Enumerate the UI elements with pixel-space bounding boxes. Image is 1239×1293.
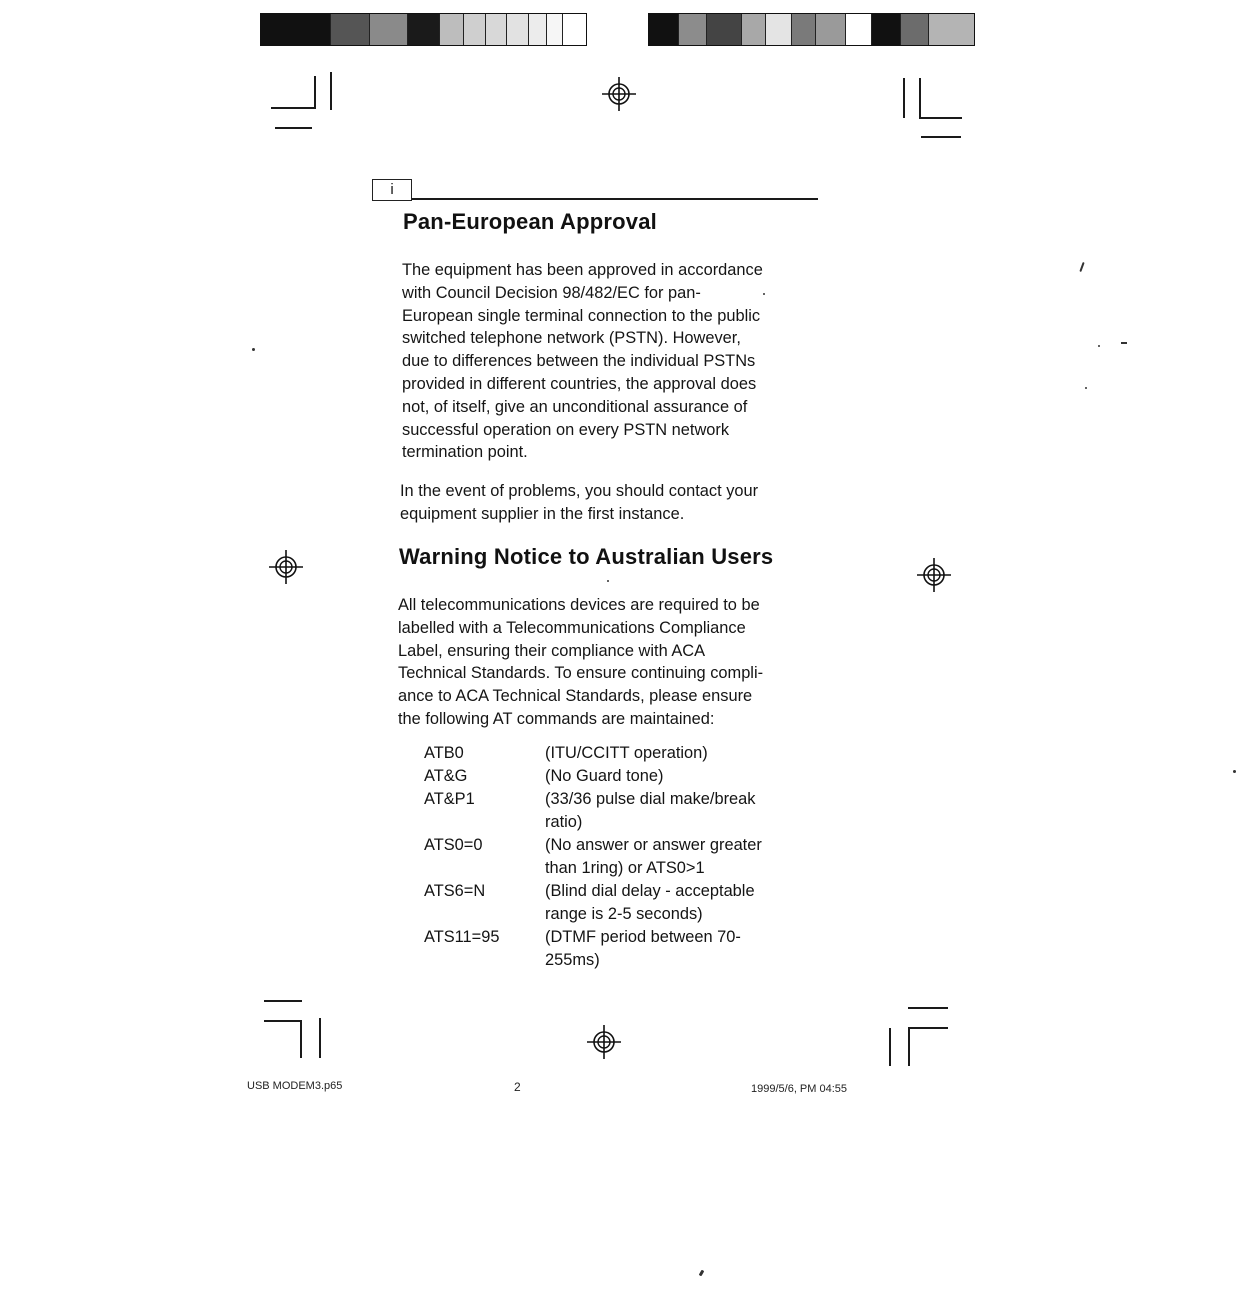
at-command-description: (ITU/CCITT operation) bbox=[545, 744, 708, 762]
footer-filename: USB MODEM3.p65 bbox=[247, 1080, 343, 1092]
scan-speck bbox=[699, 1270, 705, 1277]
at-command: ATS6=N bbox=[424, 882, 486, 900]
registration-target-icon bbox=[602, 77, 636, 111]
at-command-description: (No answer or answer greater than 1ring) or ATS0>1 bbox=[545, 836, 762, 877]
footer-timestamp: 1999/5/6, PM 04:55 bbox=[751, 1083, 848, 1095]
crop-mark-top-right bbox=[903, 78, 905, 118]
scan-speck bbox=[1098, 345, 1100, 347]
crop-mark-bottom-right bbox=[889, 1028, 891, 1066]
scan-speck bbox=[1079, 262, 1084, 272]
crop-mark-top-left bbox=[271, 107, 315, 109]
pan-european-paragraph-2: In the event of problems, you should contact your equipment supplier in the first instance. bbox=[400, 482, 759, 523]
at-command: ATS11=95 bbox=[424, 928, 500, 946]
pan-european-paragraph-1: The equipment has been approved in accordance with Council Decision 98/482/EC for pan- European single terminal connection to the public switched telephone network (PSTN). However, due to differences between the individual PSTNs provided in different countries, the approval does not, of itself, give an unconditional assurance of successful operation on every PSTN network termination point. bbox=[402, 261, 763, 462]
footer-page-number: 2 bbox=[514, 1080, 521, 1094]
registration-target-icon bbox=[587, 1025, 621, 1059]
australian-paragraph: All telecommunications devices are required to be labelled with a Telecommunications Compliance Label, ensuring their compliance with ACA Technical Standards. To ensure continuing compli- ance to ACA Technical Standards, please ensure the following AT commands are maintained: bbox=[398, 596, 764, 728]
at-command-description: (No Guard tone) bbox=[545, 767, 664, 785]
scan-speck bbox=[607, 580, 609, 582]
scan-speck bbox=[252, 348, 255, 351]
color-bar-right bbox=[648, 13, 975, 46]
at-command: AT&G bbox=[424, 767, 468, 785]
scan-speck bbox=[1121, 342, 1127, 344]
at-command: ATS0=0 bbox=[424, 836, 483, 854]
at-command-description: (Blind dial delay - acceptable range is 2-5 seconds) bbox=[545, 882, 755, 923]
color-bar-left bbox=[260, 13, 587, 46]
heading-pan-european: Pan-European Approval bbox=[403, 209, 657, 234]
crop-mark-bottom-left bbox=[264, 1000, 302, 1002]
header-rule bbox=[412, 198, 818, 200]
at-command: AT&P1 bbox=[424, 790, 475, 808]
registration-target-icon bbox=[917, 558, 951, 592]
heading-australian-warning: Warning Notice to Australian Users bbox=[399, 544, 774, 569]
at-command-description: (33/36 pulse dial make/break ratio) bbox=[545, 790, 756, 831]
scan-speck bbox=[1233, 770, 1236, 773]
scan-speck bbox=[1085, 387, 1087, 389]
section-marker: i bbox=[372, 179, 412, 201]
at-command: ATB0 bbox=[424, 744, 464, 762]
scan-speck bbox=[763, 293, 765, 295]
registration-target-icon bbox=[269, 550, 303, 584]
at-command-description: (DTMF period between 70- 255ms) bbox=[545, 928, 741, 969]
